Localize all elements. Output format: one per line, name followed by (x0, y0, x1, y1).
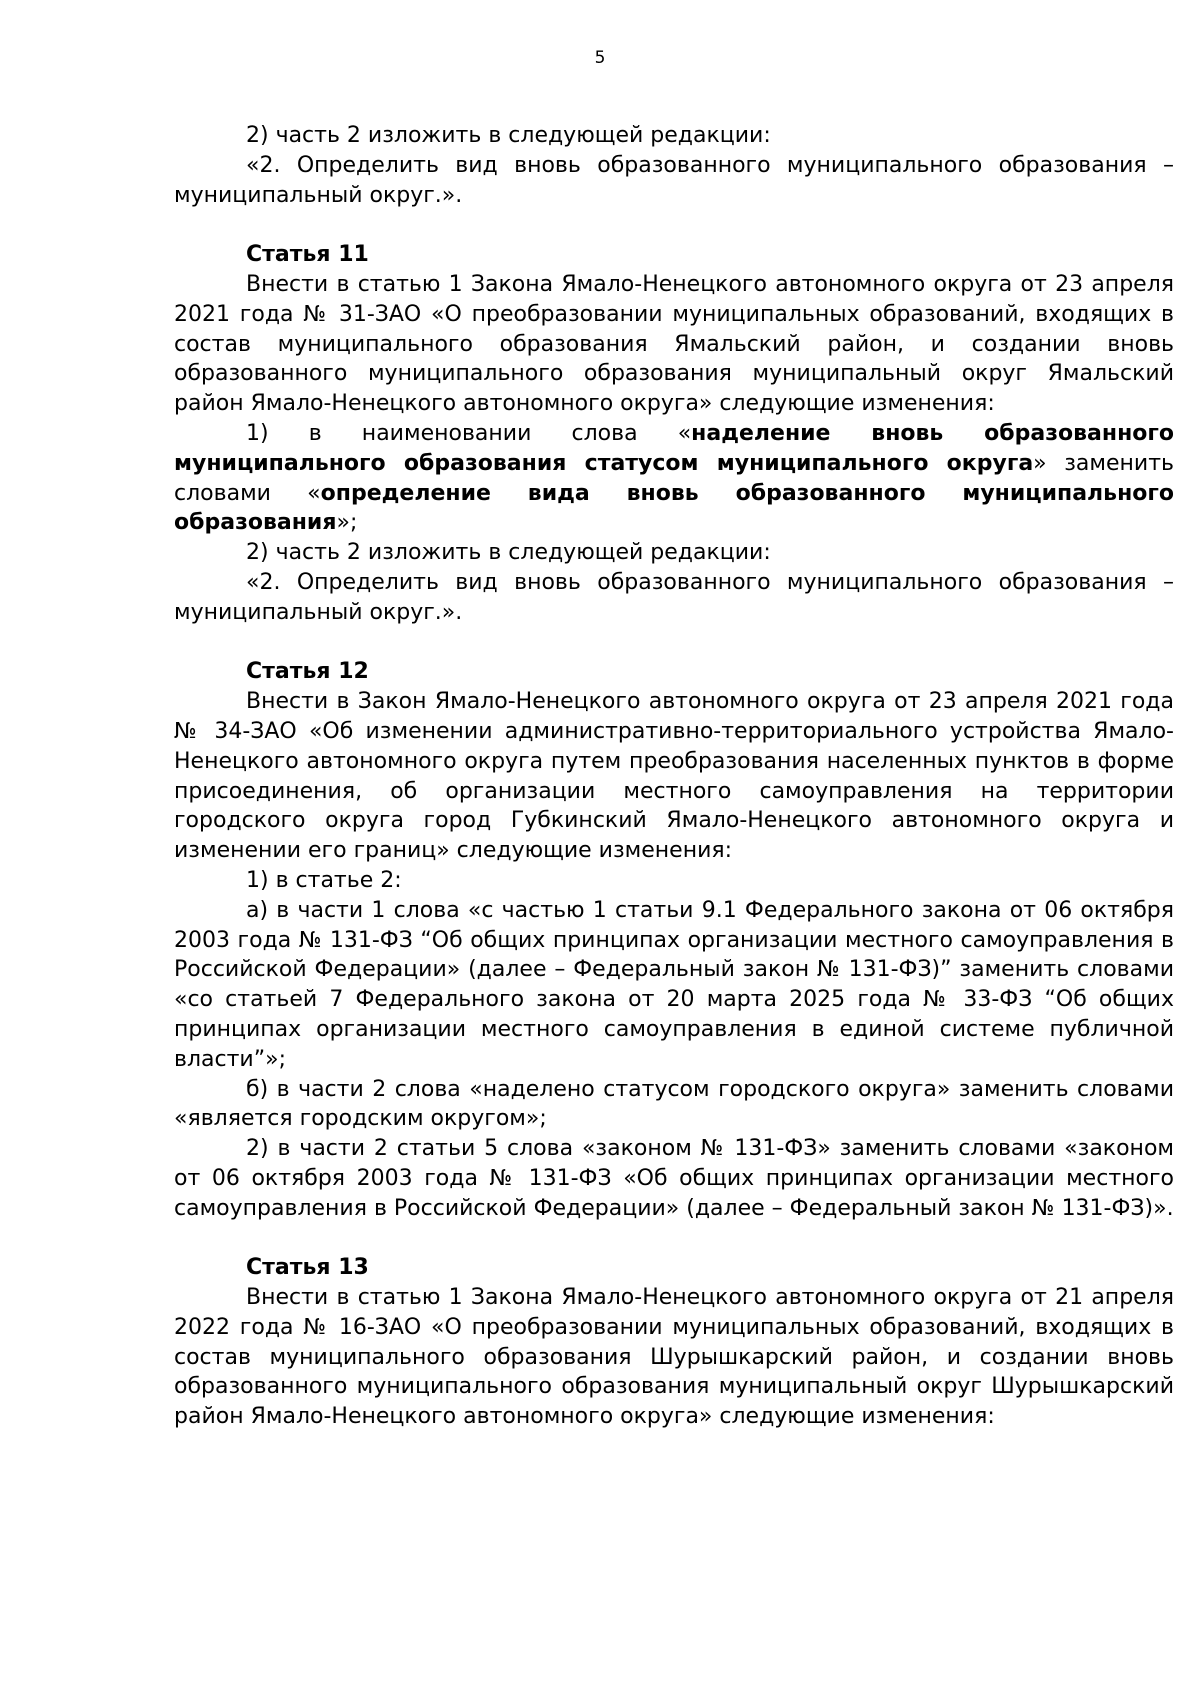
paragraph: б) в части 2 слова «наделено статусом городского округа» заменить словами «является городским округом»; (174, 1076, 1174, 1132)
text-run: » заменить словами « (174, 450, 1174, 506)
bold-phrase: определение вида вновь образованного муниципального образования (174, 480, 1174, 536)
paragraph-with-bold (174, 419, 1174, 538)
page-number: 5 (594, 48, 606, 68)
paragraph: 2) часть 2 изложить в следующей редакции: (246, 540, 771, 566)
paragraph: «2. Определить вид вновь образованного муниципального образования – муниципальный округ.». (174, 569, 1174, 625)
paragraph: Внести в статью 1 Закона Ямало-Ненецкого автономного округа от 21 апреля 2022 года № 16-ЗАО «О преобразовании муниципальных образований, входящих в состав муниципального образования Шурышкарский район, и создании вновь образованного муниципального образования муниципальный округ Шурышкарский район Ямало-Ненецкого автономного округа» следующие изменения: (174, 1285, 1174, 1430)
article-12-heading: Статья 12 (246, 659, 369, 685)
paragraph: а) в части 1 слова «с частью 1 статьи 9.1 Федерального закона от 06 октября 2003 года № 131-ФЗ “Об общих принципах организации местного самоуправления в Российской Федерации» (далее – Федеральный закон № 131-ФЗ)” заменить словами «со статьей 7 Федерального закона от 20 марта 2025 года № 33-ФЗ “Об общих принципах организации местного самоуправления в единой системе публичной власти”»; (174, 897, 1174, 1072)
text-run: »; (336, 510, 358, 536)
paragraph: 1) в статье 2: (246, 867, 402, 893)
article-13-heading: Статья 13 (246, 1255, 369, 1281)
document-body (174, 121, 1174, 1432)
paragraph: Внести в Закон Ямало-Ненецкого автономного округа от 23 апреля 2021 года № 34-ЗАО «Об изменении административно-территориального устройства Ямало-Ненецкого автономного округа путем преобразования населенных пунктов в форме присоединения, об организации местного самоуправления на территории городского округа город Губкинский Ямало-Ненецкого автономного округа и изменении его границ» следующие изменения: (174, 689, 1174, 864)
paragraph: 2) в части 2 статьи 5 слова «законом № 131-ФЗ» заменить словами «законом от 06 октября 2003 года № 131-ФЗ «Об общих принципах организации местного самоуправления в Российской Федерации» (далее – Федеральный закон № 131-ФЗ)». (174, 1136, 1174, 1221)
text-run: 1) в наименовании слова « (246, 420, 692, 446)
paragraph: «2. Определить вид вновь образованного муниципального образования – муниципальный округ.». (174, 152, 1174, 208)
paragraph: Внести в статью 1 Закона Ямало-Ненецкого автономного округа от 23 апреля 2021 года № 31-ЗАО «О преобразовании муниципальных образований, входящих в состав муниципального образования Ямальский район, и создании вновь образованного муниципального образования муниципальный округ Ямальский район Ямало-Ненецкого автономного округа» следующие изменения: (174, 271, 1174, 417)
bold-phrase: наделение вновь образованного муниципального образования статусом муниципального округа (174, 420, 1174, 476)
article-11-heading: Статья 11 (246, 242, 369, 268)
paragraph: 2) часть 2 изложить в следующей редакции: (246, 123, 771, 148)
